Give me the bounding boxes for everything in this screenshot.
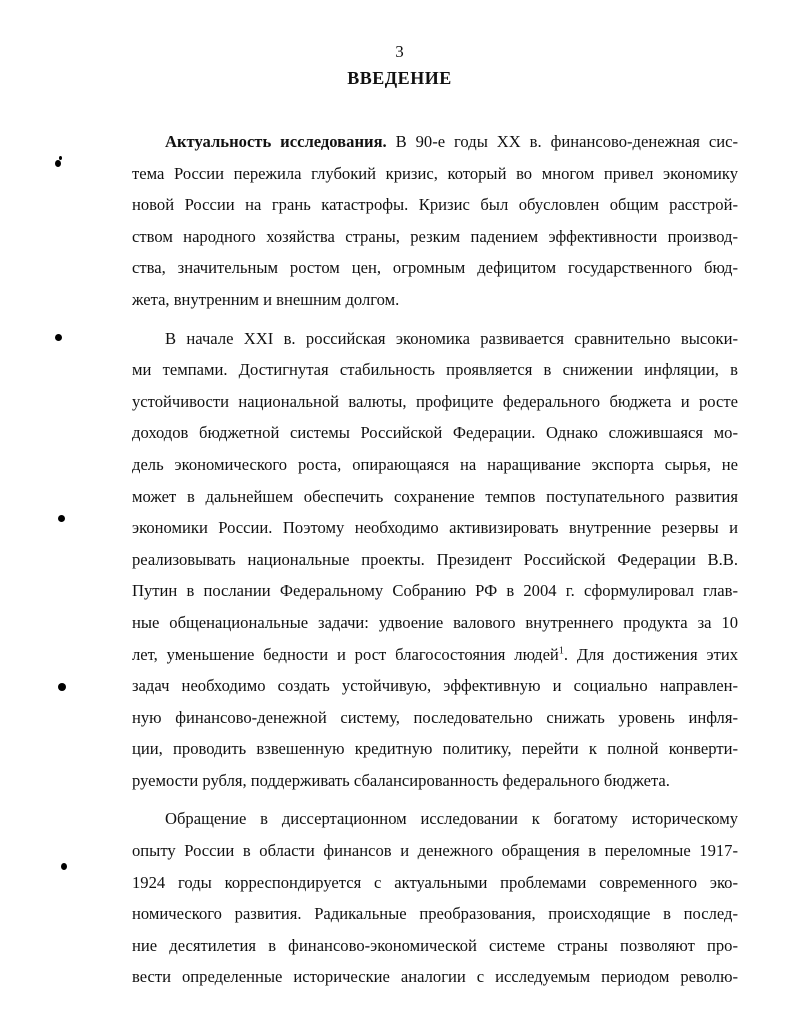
- text-line: доходов бюджетной системы Российской Федерации. Однако сложившаяся мо-: [132, 423, 738, 443]
- text-line: ную финансово-денежной систему, последовательно снижать уровень инфля-: [132, 707, 738, 727]
- text-line: лет, уменьшение бедности и рост благосостояния людей$^1$. Для достижения этих: [132, 644, 738, 664]
- body-text: [132, 126, 738, 993]
- margin-mark: [58, 683, 66, 691]
- text-line: экономики России. Поэтому необходимо активизировать внутренние резервы и: [132, 518, 738, 538]
- text-line: ции, проводить взвешенную кредитную политику, перейти к полной конверти-: [132, 739, 738, 759]
- text-line: ние десятилетия в финансово-экономической системе страны позволяют про-: [132, 935, 738, 955]
- page-title: ВВЕДЕНИЕ: [347, 68, 452, 88]
- margin-mark: [55, 160, 61, 167]
- text-line: ством народного хозяйства страны, резким падением эффективности производ-: [132, 226, 738, 246]
- text-line: руемости рубля, поддерживать сбалансированность федерального бюджета.: [132, 770, 670, 790]
- section-lead: Актуальность исследования.: [165, 132, 387, 151]
- text-line: реализовывать национальные проекты. Президент Российской Федерации В.В.: [132, 549, 738, 569]
- text-line: ства, значительным ростом цен, огромным дефицитом государственного бюд-: [132, 258, 738, 278]
- page-number: 3: [395, 42, 404, 61]
- text-line: жета, внутренним и внешним долгом.: [132, 289, 400, 309]
- margin-mark: [61, 863, 67, 870]
- footnote-mark[interactable]: 1: [558, 644, 564, 656]
- text-line: ми темпами. Достигнутая стабильность проявляется в снижении инфляции, в: [132, 360, 738, 380]
- text-line: Актуальность исследования. В 90-е годы XX в. финансово-денежная сис-: [165, 132, 738, 151]
- text-line: 1924 годы корреспондируется с актуальными проблемами современного эко-: [132, 872, 738, 892]
- text-line: вести определенные исторические аналогии с исследуемым периодом револю-: [132, 967, 738, 987]
- text-line: задач необходимо создать устойчивую, эффективную и социально направлен-: [132, 676, 738, 696]
- margin-mark: [58, 515, 65, 522]
- text-line: устойчивости национальной валюты, профиците федерального бюджета и росте: [132, 391, 738, 411]
- text-line: тема России пережила глубокий кризис, который во многом привел экономику: [132, 163, 738, 183]
- text-line: может в дальнейшем обеспечить сохранение темпов поступательного развития: [132, 486, 738, 506]
- text-line: номического развития. Радикальные преобразования, происходящие в послед-: [132, 904, 738, 924]
- text-line: Обращение в диссертационном исследовании к богатому историческому: [165, 809, 738, 829]
- margin-mark: [59, 156, 62, 160]
- text-line: опыту России в области финансов и денежного обращения в переломные 1917-: [132, 841, 738, 861]
- text-line: новой России на грань катастрофы. Кризис был обусловлен общим расстрой-: [132, 195, 738, 215]
- text-line: ные общенациональные задачи: удвоение валового внутреннего продукта за 10: [132, 612, 738, 632]
- margin-mark: [55, 334, 62, 341]
- text-line: В начале XXI в. российская экономика развивается сравнительно высоки-: [165, 328, 738, 348]
- text-line: Путин в послании Федеральному Собранию РФ в 2004 г. сформулировал глав-: [132, 581, 738, 601]
- text-line: дель экономического роста, опирающаяся на наращивание экспорта сырья, не: [132, 454, 738, 474]
